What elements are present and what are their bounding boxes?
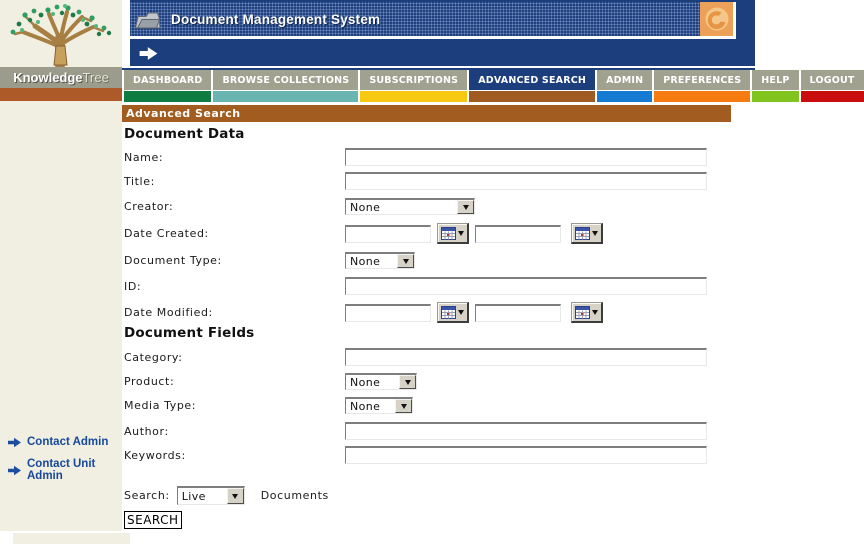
date-created-to-calendar-button[interactable]: [571, 223, 603, 244]
brand-knowledge: Knowledge: [13, 70, 83, 85]
brand-tree: Tree: [82, 70, 109, 85]
creator-label: Creator:: [124, 200, 174, 213]
date-created-row: [124, 223, 739, 244]
app-title: Document Management System: [171, 11, 381, 27]
contact-unit-admin-label: Contact Unit Admin: [27, 458, 96, 482]
search-type-select[interactable]: [177, 486, 245, 505]
tab-subscriptions-colorbar: [360, 91, 467, 102]
date-modified-to-calendar-button[interactable]: [571, 302, 603, 323]
author-row: [124, 422, 739, 440]
tab-help: [752, 70, 798, 102]
dropdown-arrow-icon: [395, 399, 412, 413]
media-type-select-value: None: [350, 399, 381, 413]
date-created-from-input[interactable]: [345, 225, 431, 243]
tab-browse-collections-colorbar: [213, 91, 358, 102]
search-type-label: Search:: [124, 489, 170, 502]
category-label: Category:: [124, 350, 183, 364]
tab-advanced-search: [469, 70, 595, 102]
dropdown-arrow-icon: [457, 200, 474, 214]
title-banner: [130, 2, 736, 39]
tab-logout-label[interactable]: LOGOUT: [801, 70, 864, 90]
sidebar: [0, 0, 122, 531]
tab-admin-label[interactable]: ADMIN: [597, 70, 652, 90]
main-nav: [124, 70, 864, 102]
dropdown-arrow-icon: [397, 254, 414, 268]
brand-bar: [0, 67, 122, 88]
tab-browse-collections: [213, 70, 358, 102]
tab-dashboard-label[interactable]: DASHBOARD: [124, 70, 211, 90]
document-type-select[interactable]: [345, 252, 415, 269]
tab-subscriptions: [360, 70, 467, 102]
creator-select-value: None: [350, 200, 381, 214]
tab-admin: [597, 70, 652, 102]
tab-help-label[interactable]: HELP: [752, 70, 798, 90]
arrow-right-icon: [8, 465, 21, 476]
calendar-icon: [441, 227, 456, 240]
product-select[interactable]: [345, 373, 417, 390]
document-type-row: [124, 252, 739, 269]
swirl-icon: [703, 5, 731, 33]
sidebar-bottom-strip: [13, 533, 130, 544]
media-type-label: Media Type:: [124, 399, 197, 412]
date-modified-from-input[interactable]: [345, 304, 431, 322]
creator-select[interactable]: [345, 198, 475, 215]
product-row: [124, 373, 739, 390]
keywords-label: Keywords:: [124, 448, 186, 462]
tab-preferences-colorbar: [654, 91, 750, 102]
app-header: [130, 0, 755, 66]
dropdown-arrow-icon: [227, 488, 244, 504]
breadcrumb-bar: [130, 41, 755, 66]
contact-unit-admin-link[interactable]: [8, 458, 122, 482]
document-data-heading: Document Data: [124, 126, 245, 142]
id-input[interactable]: [345, 277, 707, 295]
sidebar-brown-bar: [0, 88, 122, 101]
name-label: Name:: [124, 150, 164, 164]
media-type-select[interactable]: [345, 397, 413, 414]
media-type-row: [124, 397, 739, 414]
date-modified-label: Date Modified:: [124, 306, 213, 319]
id-row: [124, 277, 739, 295]
calendar-icon: [441, 306, 456, 319]
date-created-from-calendar-button[interactable]: [437, 223, 469, 244]
category-row: [124, 348, 739, 366]
date-modified-row: [124, 302, 739, 323]
search-button[interactable]: SEARCH: [124, 511, 182, 529]
calendar-icon: [575, 306, 590, 319]
date-modified-from-calendar-button[interactable]: [437, 302, 469, 323]
author-input[interactable]: [345, 422, 707, 440]
tab-subscriptions-label[interactable]: SUBSCRIPTIONS: [360, 70, 467, 90]
search-form: [124, 124, 739, 529]
tab-dashboard-colorbar: [124, 91, 211, 102]
tab-admin-colorbar: [597, 91, 652, 102]
keywords-row: [124, 446, 739, 464]
knowledgetree-logo: [0, 0, 122, 66]
name-row: [124, 148, 739, 166]
search-type-select-value: Live: [181, 489, 206, 503]
tab-preferences-label[interactable]: PREFERENCES: [654, 70, 750, 90]
page-title: Advanced Search: [126, 107, 241, 120]
document-type-label: Document Type:: [124, 254, 222, 267]
folder-icon: [134, 9, 161, 30]
date-created-label: Date Created:: [124, 227, 209, 240]
calendar-icon: [575, 227, 590, 240]
product-select-value: None: [350, 375, 381, 389]
tab-advanced-search-colorbar: [469, 91, 595, 102]
title-input[interactable]: [345, 172, 707, 190]
dropdown-arrow-icon: [399, 375, 416, 389]
search-type-row: [124, 486, 739, 505]
tree-logo-icon: [5, 2, 117, 66]
tab-advanced-search-label[interactable]: ADVANCED SEARCH: [469, 70, 595, 90]
name-input[interactable]: [345, 148, 707, 166]
documents-suffix-label: Documents: [260, 489, 329, 502]
contact-admin-link[interactable]: [8, 436, 108, 448]
arrow-right-icon[interactable]: [139, 46, 158, 61]
tab-logout-colorbar: [801, 91, 864, 102]
category-input[interactable]: [345, 348, 707, 366]
title-row: [124, 172, 739, 190]
date-modified-to-input[interactable]: [475, 304, 561, 322]
keywords-input[interactable]: [345, 446, 707, 464]
contact-admin-label: Contact Admin: [27, 436, 109, 448]
tab-browse-collections-label[interactable]: BROWSE COLLECTIONS: [213, 70, 358, 90]
tab-dashboard: [124, 70, 211, 102]
swirl-logo-button[interactable]: [700, 2, 733, 36]
section-title-bar: [122, 105, 731, 122]
document-fields-heading: Document Fields: [124, 325, 255, 341]
creator-row: [124, 198, 739, 215]
product-label: Product:: [124, 375, 175, 388]
title-label: Title:: [124, 174, 155, 188]
document-type-select-value: None: [350, 254, 381, 268]
tab-help-colorbar: [752, 91, 798, 102]
date-created-to-input[interactable]: [475, 225, 561, 243]
author-label: Author:: [124, 424, 169, 438]
tab-preferences: [654, 70, 750, 102]
arrow-right-icon: [8, 437, 21, 448]
tab-logout: [801, 70, 864, 102]
id-label: ID:: [124, 279, 142, 293]
